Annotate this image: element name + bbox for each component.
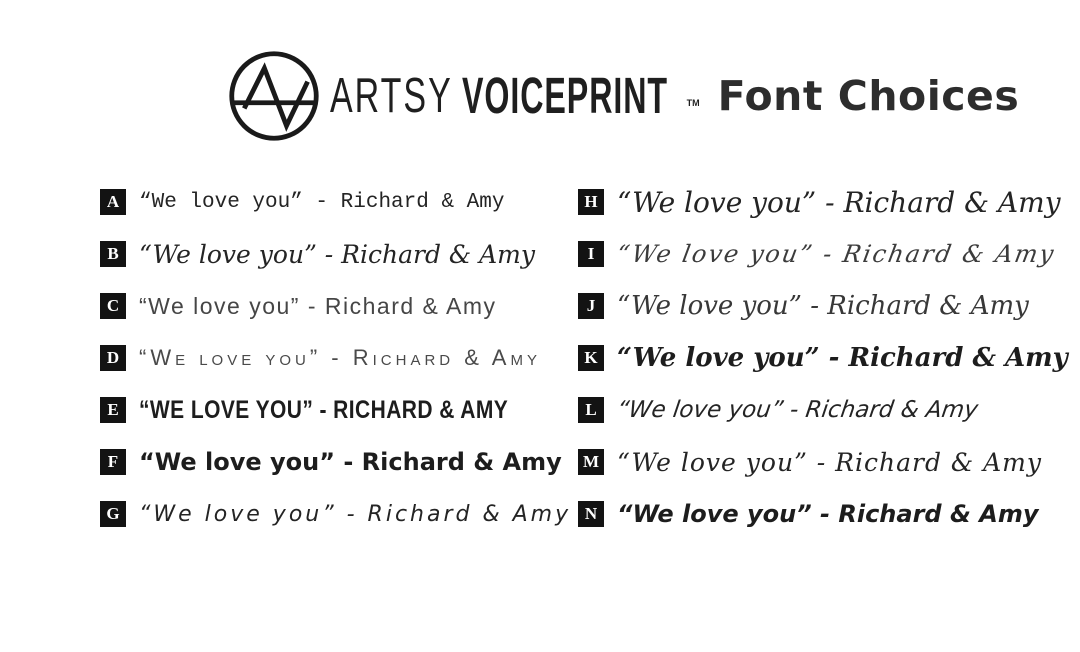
font-option-a	[100, 176, 579, 228]
font-option-b	[100, 228, 579, 280]
font-option-l	[578, 384, 1068, 436]
font-letter-badge: H	[578, 189, 604, 215]
font-option-i	[578, 228, 1068, 280]
font-sample-text: “We love you” - Richard & Amy	[614, 240, 1058, 268]
font-option-g	[100, 488, 579, 540]
font-letter-badge: J	[578, 293, 604, 319]
font-letter-badge: N	[578, 501, 604, 527]
font-letter-badge: M	[578, 449, 604, 475]
font-letter-badge: L	[578, 397, 604, 423]
font-sample-text: “We love you” - Richard & Amy	[617, 291, 1029, 321]
font-letter-badge: B	[100, 241, 126, 267]
page-title: Font Choices	[717, 72, 1020, 120]
font-letter-badge: F	[100, 449, 126, 475]
font-options-column-left	[100, 176, 579, 540]
font-letter-badge: K	[578, 345, 604, 371]
header	[226, 48, 1019, 144]
font-letter-badge: E	[100, 397, 126, 423]
font-option-d	[100, 332, 579, 384]
font-sample-text: “We love you” - Richard & Amy	[617, 185, 1061, 219]
font-sample-text: “We love you” - Richard & Amy	[617, 447, 1042, 477]
font-letter-badge: I	[578, 241, 604, 267]
font-option-m	[578, 436, 1068, 488]
font-option-k	[578, 332, 1068, 384]
font-sample-text: “We love you” - Richard & Amy	[139, 345, 541, 370]
font-sample-text: “We love you” - Richard & Amy	[139, 190, 505, 214]
font-sample-text: “We love you” - Richard & Amy	[615, 397, 980, 423]
av-monogram-logo-icon	[226, 48, 322, 144]
font-letter-badge: A	[100, 189, 126, 215]
font-sample-text: “WE LOVE YOU” - RICHARD & AMY	[139, 395, 509, 424]
font-option-e	[100, 384, 579, 436]
font-options-column-right	[578, 176, 1068, 540]
font-sample-text: “We love you” - Richard & Amy	[139, 292, 497, 319]
font-sample-text: “We love you” - Richard & Amy	[617, 343, 1068, 373]
brand-second-word: VOICEPRINT	[461, 67, 668, 125]
trademark-symbol: TM	[686, 97, 700, 108]
font-option-h	[578, 176, 1068, 228]
font-option-j	[578, 280, 1068, 332]
brand-wordmark	[330, 67, 700, 125]
brand-first-word: ARTSY	[330, 68, 453, 124]
font-option-n	[578, 488, 1068, 540]
font-letter-badge: G	[100, 501, 126, 527]
font-letter-badge: D	[100, 345, 126, 371]
font-sample-text: “We love you” - Richard & Amy	[139, 501, 572, 527]
font-sample-text: “We love you” - Richard & Amy	[139, 239, 535, 269]
font-option-c	[100, 280, 579, 332]
font-sample-text: “We love you” - Richard & Amy	[617, 500, 1039, 528]
font-letter-badge: C	[100, 293, 126, 319]
font-option-f	[100, 436, 579, 488]
font-sample-text: “We love you” - Richard & Amy	[139, 448, 562, 476]
